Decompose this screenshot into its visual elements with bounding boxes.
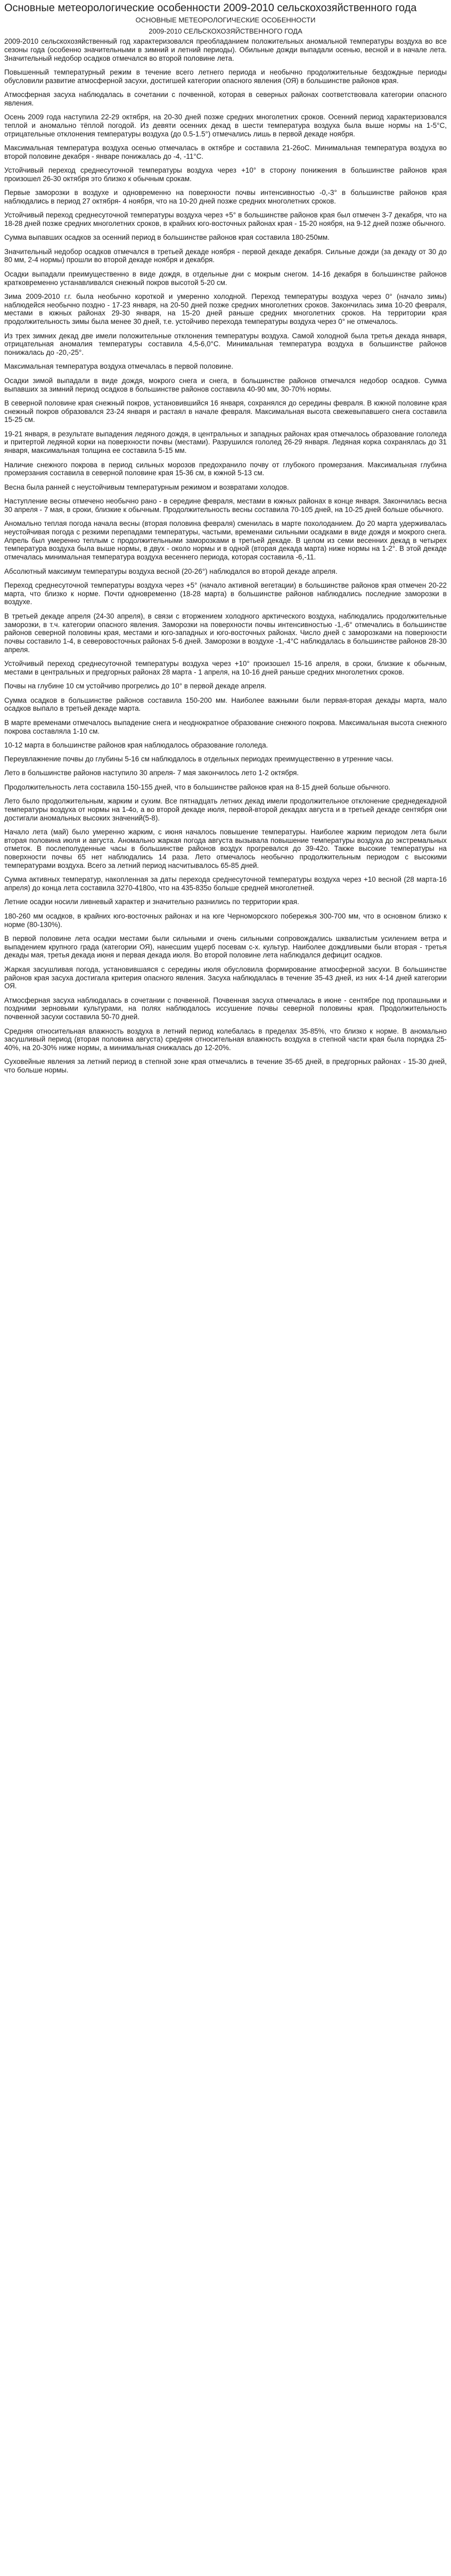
paragraph: В первой половине лета осадки местами были сильными и очень сильными сопровождались шквалистым усилением ветра и выпадением крупного града (категории ОЯ), нанесшим ущерб посевам с-х. культур. Наиболее дождливыми были вторая - третья декады мая, третья декада июня и первая декада июля. Во второй половине лета наблюдался дефицит осадков. (4, 934, 447, 960)
paragraph: Переувлажнение почвы до глубины 5-16 см наблюдалось в отдельных периодах преимущественно в утренние часы. (4, 755, 393, 763)
paragraph: Продолжительность лета составила 150-155 дней, что в большинстве районов края на 8-15 дней больше обычного. (4, 783, 391, 791)
paragraph: Сумма активных температур, накопленная за даты перехода среднесуточной температуры воздуха через +10 весной (28 марта-16 апреля) до конца лета составила 3270-4180о, что на 435-835о больше средней многолетней. (4, 875, 447, 892)
paragraph: Зима 2009-2010 г.г. была необычно короткой и умеренно холодной. Переход температуры воздуха через 0° (начало зимы) наблюдейся необычно поздно - 17-23 января, на 20-50 дней позже средних многолетних сроков. Закончилась зима 10-20 февраля, местами в южных районах 29-30 января, на 15-20 дней раньше средних многолетних сроков. На территории края продолжительность зимы была менее 30 дней, т.е. устойчиво перехода температуры воздуха через 0° не отмечалось. (4, 292, 447, 326)
paragraph: В марте временами отмечалось выпадение снега и неоднократное образование снежного покрова. Максимальная высота снежного покрова составляла 1-10 см. (4, 718, 447, 735)
paragraph: Наступление весны отмечено необычно рано - в середине февраля, местами в южных районах в конце января. Закончилась весна 30 апреля - 7 мая, в сроки, близкие к обычным. Продолжительность весны составила 70-105 дней, на 10-25 дней больше обычного. (4, 497, 447, 514)
paragraph: Устойчивый переход среднесуточной температуры воздуха через +10° произошел 15-16 апреля, в сроки, близкие к обычным, местами в центральных и предгорных районах 28 марта - 1 апреля, на 10-16 дней раньше средних многолетних сроков. (4, 660, 447, 677)
article-body (4, 37, 447, 1075)
paragraph: Из трех зимних декад две имели положительные отклонения температуры воздуха. Самой холодной была третья декада января, отрицательная аномалия температуры составила 4,5-6,0°С. Минимальная температура воздуха в большинстве районов понижалась до -20,-25°. (4, 331, 447, 357)
article (0, 0, 451, 1084)
subtitle-line-2: 2009-2010 СЕЛЬСКОХОЗЯЙСТВЕННОГО ГОДА (149, 27, 302, 35)
paragraph: Устойчивый переход среднесуточной температуры воздуха через +10° в сторону понижения в большинстве районов края произошел 26-30 октября это близко к обычным срокам. (4, 166, 447, 183)
paragraph: Первые заморозки в воздухе и одновременно на поверхности почвы интенсивностью -0,-3° в большинстве районов края наблюдались в период 27 октября- 4 ноября, что на 10-20 дней позже средних многолетних сроков. (4, 189, 447, 205)
paragraph: Жаркая засушливая погода, установившаяся с середины июля обусловила формирование атмосферной засухи. В большинстве районов края засуха достигала критерия опасного явления. Засуха наблюдалась в течение 35-43 дней, из них 4-14 дней категории ОЯ. (4, 965, 447, 990)
paragraph: Атмосферная засуха наблюдалась в сочетании с почвенной. Почвенная засуха отмечалась в июне - сентябре под пропашными и поздними зерновыми культурами, на полях наблюдалось иссушение почвы северной половины края. Продолжительность почвенной засухи составила 50-70 дней. (4, 996, 447, 1021)
paragraph: Абсолютный максимум температуры воздуха весной (20-26°) наблюдался во второй декаде апреля. (4, 567, 338, 575)
paragraph: Осадки зимой выпадали в виде дождя, мокрого снега и снега, в большинстве районов отмечался недобор осадков. Сумма выпавших за зимний период осадков в большинстве районов составила 40-90 мм, 30-70% нормы. (4, 376, 447, 393)
paragraph: Лето было продолжительным, жарким и сухим. Все пятнадцать летних декад имели продолжительное отклонение среднедекадной температуры воздуха от нормы на 1-4о, а во второй декаде июля, первой-второй декадах августа и в третьей декаде сентября они достигали аномальных высоких значений(5-8). (4, 797, 447, 822)
paragraph: Устойчивый переход среднесуточной температуры воздуха через +5° в большинстве районов края был отмечен 3-7 декабря, что на 18-28 дней позже средних многолетних сроков, в крайних юго-восточных районах края - 15-20 ноября, на 9-12 дней позже обычного. (4, 211, 447, 228)
paragraph: Наличие снежного покрова в период сильных морозов предохранило почву от глубокого промерзания. Максимальная глубина промерзания составила в северной половине края 15-36 см, в южной 5-13 см. (4, 460, 447, 477)
page-title: Основные метеорологические особенности 2009-2010 сельскохозяйственного года (4, 2, 417, 14)
paragraph: В северной половине края снежный покров, установившийся 16 января, сохранялся до середины февраля. В южной половине края снежный покров образовался 23-24 января и растаял в начале февраля. Максимальная высота свежевыпавшего снега составила 15-25 см. (4, 399, 447, 424)
paragraph: Лето в большинстве районов наступило 30 апреля- 7 мая закончилось лето 1-2 октября. (4, 769, 299, 777)
paragraph: Сумма осадков в большинстве районов составила 150-200 мм. Наиболее важными были первая-вторая декады марта, мало осадков выпало в третьей декаде марта. (4, 696, 447, 713)
paragraph: Почвы на глубине 10 см устойчиво прогрелись до 10° в первой декаде апреля. (4, 682, 267, 690)
paragraph: Повышенный температурный режим в течение всего летнего периода и необычно продолжительные бездождные периоды обусловили развитие атмосферной засухи, достигшей категории опасного явления (ОЯ) в большинстве районов края. (4, 68, 447, 85)
paragraph: Сумма выпавших осадков за осенний период в большинстве районов края составила 180-250мм. (4, 233, 330, 242)
paragraph: Атмосферная засуха наблюдалась в сочетании с почвенной, которая в северных районах соответствовала категории опасного явления. (4, 90, 447, 107)
paragraph: Весна была ранней с неустойчивым температурным режимом и возвратами холодов. (4, 483, 289, 491)
paragraph: Переход среднесуточной температуры воздуха через +5° (начало активной вегетации) в большинстве районов края отмечен 20-22 марта, что близко к норме. Почти одновременно (18-28 марта) в большинстве районов наблюдались последние заморозки в воздухе. (4, 581, 447, 606)
paragraph: В третьей декаде апреля (24-30 апреля), в связи с вторжением холодного арктического воздуха, наблюдались продолжительные заморозки, в т.ч. категории опасного явления. Заморозки на поверхности почвы интенсивностью -1,-6° отмечались в большинстве районов северной половины края, местами и юго-западных и юго-восточных районах. Число дней с заморозками на поверхности почвы составило 1-4, в северовосточных районах 5-6 дней. Заморозки в воздухе -1,-4°С наблюдалась в большинстве районов 28-30 апреля. (4, 612, 447, 654)
paragraph: 10-12 марта в большинстве районов края наблюдалось образование гололеда. (4, 741, 268, 749)
paragraph: Суховейные явления за летний период в степной зоне края отмечались в течение 35-65 дней, в предгорных районах - 15-30 дней, что больше нормы. (4, 1058, 447, 1075)
paragraph: Аномально теплая погода начала весны (вторая половина февраля) сменилась в марте похолоданием. До 20 марта удерживалась неустойчивая погода с резкими перепадами температуры, частыми, временами сильными осадками в виде дождя и мокрого снега. Апрель был умеренно теплым с продолжительными заморозками в третьей декаде. В целом из семи весенних декад в четырех температура воздуха была выше нормы, в двух - около нормы и в одной (вторая декада марта) ниже нормы на 1-2°. В этой декаде отмечалась минимальная температура воздуха весеннего периода, которая составила -6,-11. (4, 519, 447, 562)
subtitle-line-1: ОСНОВНЫЕ МЕТЕОРОЛОГИЧЕСКИЕ ОСОБЕННОСТИ (135, 16, 316, 24)
paragraph: Начало лета (май) было умеренно жарким, с июня началось повышение температуры. Наиболее жарким периодом лета были вторая половина июля и августа. Аномально жаркая погода августа вызывала повышение температуры воздуха до экстремальных отметок. В послеполуденные часы в большинстве районов воздух прогревался до 39-42о. Также высокие температуры на поверхности почвы 65 нет наблюдались 14 раза. Лето отмечалось необычно продолжительным периодом с высокими температурами воздуха. Всего за летний период насчитывалось 65-85 дней. (4, 827, 447, 870)
paragraph: Средняя относительная влажность воздуха в летний период колебалась в пределах 35-85%, что близко к норме. В аномально засушливый период (вторая половина августа) средняя относительная влажность воздуха в степной части края была порядка 25-40%, на 20-30% ниже нормы, а минимальная снижалась до 12-20%. (4, 1027, 447, 1052)
paragraph: Максимальная температура воздуха осенью отмечалась в октябре и составила 21-26оС. Минимальная температура воздуха во второй половине декабря - январе понижалась до -4, -11°С. (4, 143, 447, 160)
paragraph: Максимальная температура воздуха отмечалась в первой половине. (4, 362, 234, 371)
paragraph: 2009-2010 сельскохозяйственный год характеризовался преобладанием положительных аномальной температуры воздуха во все сезоны года (особенно значительными в зимний и летний периоды). Обильные дожди выпадали осенью, весной и в начале лета. Значительный недобор осадков отмечался во второй половине лета. (4, 37, 447, 62)
paragraph: 19-21 января, в результате выпадения ледяного дождя, в центральных и западных районах края отмечалось образование гололеда и притертой ледяной корки на поверхности почвы (местами). Разрушился гололед 26-29 января. Ледяная корка сохранялась до 31 января, максимальная толщина ее составила 5-15 мм. (4, 429, 447, 455)
paragraph: Значительный недобор осадков отмечался в третьей декаде ноября - первой декаде декабря. Сильные дожди (за декаду от 30 до 80 мм, 2-4 нормы) прошли во второй декаде ноября и декабря. (4, 247, 447, 264)
paragraph: 180-260 мм осадков, в крайних юго-восточных районах и на юге Черноморского побережья 300-700 мм, что в основном близко к норме (80-130%). (4, 912, 447, 929)
paragraph: Осадки выпадали преимущественно в виде дождя, в отдельные дни с мокрым снегом. 14-16 декабря в большинстве районов кратковременно устанавливался снежный покров высотой 5-20 см. (4, 270, 447, 287)
paragraph: Летние осадки носили ливневый характер и значительно разнились по территории края. (4, 898, 299, 906)
paragraph: Осень 2009 года наступила 22-29 октября, на 20-30 дней позже средних многолетних сроков. Осенний период характеризовался теплой и аномально тёплой погодой. Из девяти осенних декад в шести температура воздуха была выше нормы на 1-5°С, отрицательные отклонения температуры воздуха (до 0.5-1.5°) отмечались лишь в первой декаде ноября. (4, 113, 447, 138)
